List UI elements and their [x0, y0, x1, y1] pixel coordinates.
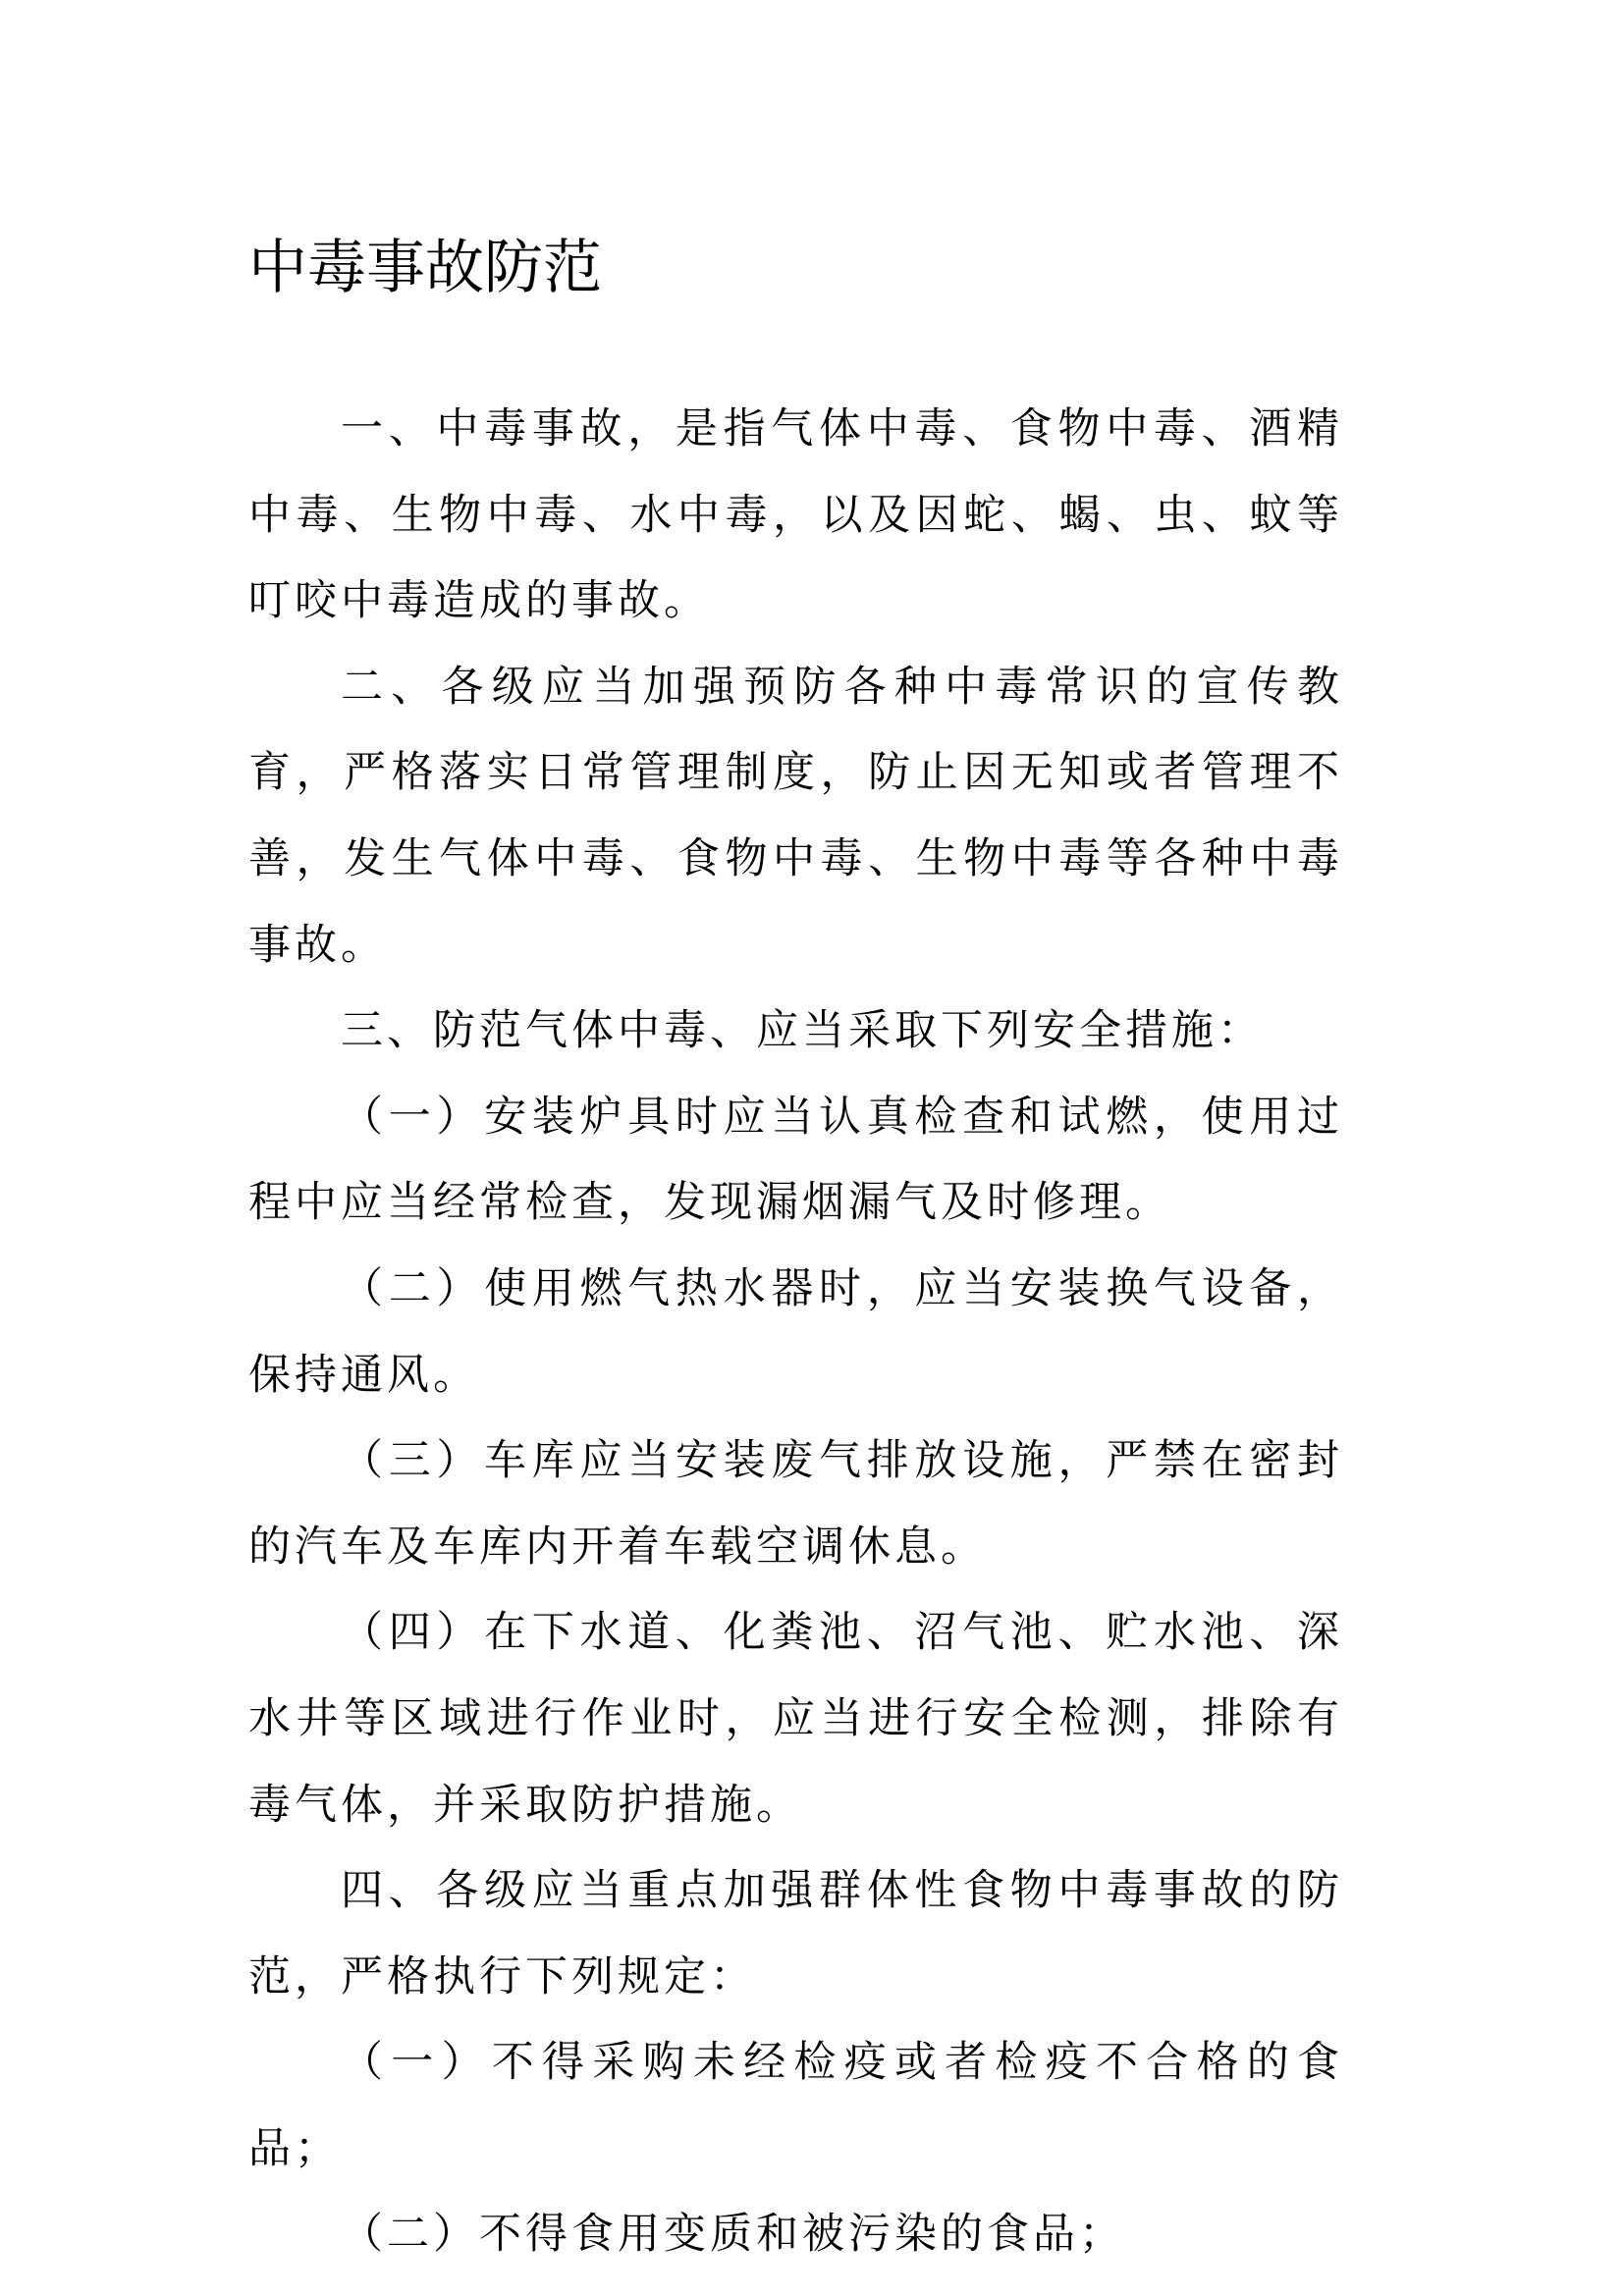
paragraph-3-item-2: （二）使用燃气热水器时，应当安装换气设备，保持通风。 [248, 1263, 1343, 1400]
paragraph-3-item-4: （四）在下水道、化粪池、沼气池、贮水池、深水井等区域进行作业时，应当进行安全检测，排除有毒气体，并采取防护措施。 [248, 1608, 1343, 1830]
paragraph-3-gas-poisoning-measures: 三、防范气体中毒、应当采取下列安全措施： [341, 1006, 1264, 1056]
paragraph-2-education: 二、各级应当加强预防各种中毒常识的宣传教育，严格落实日常管理制度，防止因无知或者管理不善，发生气体中毒、食物中毒、生物中毒等各种中毒事故。 [248, 662, 1343, 970]
paragraph-3-item-3: （三）车库应当安装废气排放设施，严禁在密封的汽车及车库内开着车载空调休息。 [248, 1436, 1343, 1572]
paragraph-3-item-1: （一）安装炉具时应当认真检查和试燃，使用过程中应当经常检查，发现漏烟漏气及时修理。 [248, 1092, 1343, 1228]
paragraph-1-definition: 一、中毒事故，是指气体中毒、食物中毒、酒精中毒、生物中毒、水中毒，以及因蛇、蝎、虫、蚊等叮咬中毒造成的事故。 [248, 404, 1343, 626]
paragraph-4-item-2: （二）不得食用变质和被污染的食品； [341, 2210, 1125, 2260]
document-title: 中毒事故防范 [248, 234, 602, 302]
paragraph-4-item-1: （一）不得采购未经检疫或者检疫不合格的食品； [248, 2038, 1343, 2173]
paragraph-4-food-poisoning-rules: 四、各级应当重点加强群体性食物中毒事故的防范，严格执行下列规定： [248, 1866, 1343, 2002]
document-body [248, 387, 1343, 2278]
